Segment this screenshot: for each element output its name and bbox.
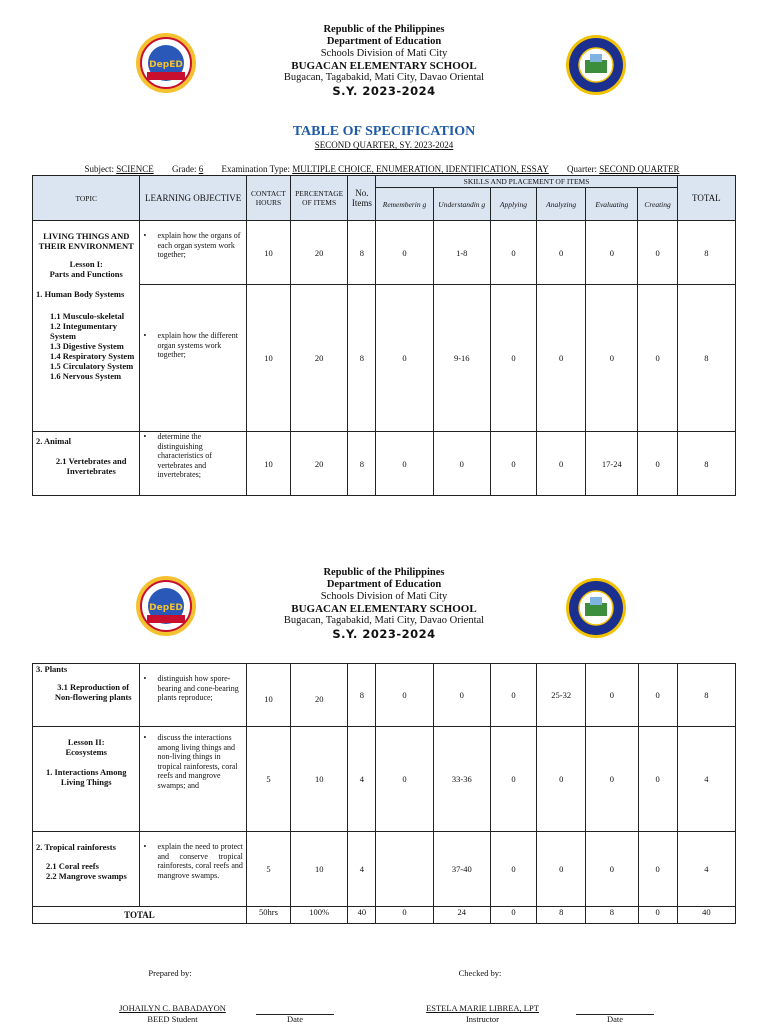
objective-text: distinguish how spore-bearing and cone-bearing plants reproduce; (157, 674, 239, 702)
objective-text: explain the need to protect and conserve tropical rainforests, coral reefs and mangrove swamps. (157, 842, 243, 880)
remembering-cell (376, 832, 433, 907)
total-cell: 8 (677, 285, 735, 432)
total-evaluating: 8 (586, 907, 638, 924)
col-objective: LEARNING OBJECTIVE (140, 176, 246, 221)
percent-cell: 10 (291, 727, 348, 832)
subtopic: 1.1 Musculo-skeletal (50, 311, 125, 321)
grade-value: 6 (198, 164, 204, 174)
percent-cell: 20 (291, 285, 348, 432)
letterhead (0, 567, 768, 640)
preparer-role: BEED Student (147, 1014, 198, 1024)
table-row (33, 727, 736, 832)
applying-cell: 0 (490, 664, 536, 727)
creating-cell: 0 (638, 221, 677, 285)
analyzing-cell: 0 (537, 832, 586, 907)
evaluating-cell: 0 (586, 221, 638, 285)
checker-name: ESTELA MARIE LIBREA, LPT (426, 1003, 539, 1013)
total-understanding: 24 (433, 907, 490, 924)
remembering-cell: 0 (376, 221, 433, 285)
hours-cell: 5 (246, 727, 290, 832)
header-school: BUGACAN ELEMENTARY SCHOOL (291, 603, 477, 615)
objective-cell (140, 832, 246, 907)
specification-table-page-2 (32, 663, 736, 924)
evaluating-cell: 0 (586, 727, 638, 832)
page-title: TABLE OF SPECIFICATION (292, 124, 476, 139)
grand-total: 40 (677, 907, 735, 924)
understanding-cell: 1-8 (433, 221, 490, 285)
hours-cell: 10 (246, 664, 290, 727)
lesson-label: Lesson I: (69, 259, 103, 269)
quarter-label: Quarter: (567, 164, 598, 174)
header-republic: Republic of the Philippines (323, 567, 445, 578)
prepared-by-label: Prepared by: (148, 968, 192, 978)
header-division: Schools Division of Mati City (320, 591, 448, 602)
col-topic: TOPIC (33, 176, 140, 221)
table-row (33, 664, 736, 727)
understanding-cell: 0 (433, 432, 490, 496)
total-cell: 4 (677, 727, 735, 832)
exam-meta (0, 164, 768, 174)
header-division: Schools Division of Mati City (320, 48, 448, 59)
understanding-cell: 9-16 (433, 285, 490, 432)
col-items: No. Items (348, 176, 376, 221)
table-row (33, 432, 736, 496)
analyzing-cell: 0 (537, 285, 586, 432)
objective-text: explain how the organs of each organ system work together; (157, 231, 241, 259)
header-school: BUGACAN ELEMENTARY SCHOOL (291, 60, 477, 72)
topic-cell-living-things (33, 221, 140, 432)
col-creating: Creating (638, 188, 677, 221)
total-percent: 100% (291, 907, 348, 924)
remembering-cell: 0 (376, 432, 433, 496)
objective-cell (140, 727, 246, 832)
page-subtitle: SECOND QUARTER, SY. 2023-2024 (314, 140, 454, 150)
grade-label: Grade: (172, 164, 197, 174)
bullet: • (143, 231, 147, 240)
svg-text:DepED: DepED (149, 60, 183, 70)
lesson-name: Parts and Functions (49, 269, 123, 279)
subject-value: SCIENCE (116, 164, 154, 174)
header-school-year: S.Y. 2023-2024 (332, 627, 436, 641)
quarter-value: SECOND QUARTER (599, 164, 680, 174)
hours-cell: 10 (246, 221, 290, 285)
evaluating-cell: 0 (586, 664, 638, 727)
table-row (33, 221, 736, 285)
date-label: Date (606, 1014, 624, 1024)
hours-cell: 5 (246, 832, 290, 907)
percent-cell: 20 (291, 221, 348, 285)
percent-cell: 20 (291, 664, 348, 727)
objective-cell (140, 285, 246, 432)
col-hours: CONTACT HOURS (246, 176, 290, 221)
hours-cell: 10 (246, 432, 290, 496)
understanding-cell: 37-40 (433, 832, 490, 907)
analyzing-cell: 0 (537, 432, 586, 496)
totals-label: TOTAL (33, 907, 247, 924)
subject-label: Subject: (84, 164, 114, 174)
objective-cell (140, 221, 246, 285)
creating-cell: 0 (638, 832, 677, 907)
header-address: Bugacan, Tagabakid, Mati City, Davao Oriental (283, 72, 485, 83)
exam-type-label: Examination Type: (221, 164, 290, 174)
table-row (33, 832, 736, 907)
col-percent: PERCENTAGE OF ITEMS (291, 176, 348, 221)
subtopic: 2.1 Vertebrates and Invertebrates (55, 456, 127, 476)
creating-cell: 0 (638, 727, 677, 832)
topic-cell-ecosystems (33, 727, 140, 832)
topic-human-body: 1. Human Body Systems (36, 289, 125, 299)
items-cell: 8 (348, 285, 376, 432)
items-cell: 8 (348, 432, 376, 496)
subtopic: 1.6 Nervous System (50, 371, 122, 381)
total-cell: 8 (677, 432, 735, 496)
items-cell: 4 (348, 832, 376, 907)
header-school-year: S.Y. 2023-2024 (332, 84, 436, 98)
remembering-cell: 0 (376, 285, 433, 432)
subtopic: 3.1 Reproduction of Non-flowering plants (54, 682, 132, 702)
percent-cell: 10 (291, 832, 348, 907)
topic-interactions: 1. Interactions Among Living Things (45, 767, 127, 787)
header-department: Department of Education (326, 579, 442, 590)
objective-text: discuss the interactions among living things and non-living things in tropical rainforests, coral reefs and mangrove swamps; and (157, 733, 238, 790)
analyzing-cell: 0 (537, 221, 586, 285)
topic-cell-plants (33, 664, 140, 727)
total-items: 40 (348, 907, 376, 924)
applying-cell: 0 (490, 221, 536, 285)
total-creating: 0 (638, 907, 677, 924)
topic-plants: 3. Plants (36, 664, 68, 674)
remembering-cell: 0 (376, 727, 433, 832)
creating-cell: 0 (638, 664, 677, 727)
preparer-name: JOHAILYN C. BABADAYON (119, 1003, 226, 1013)
exam-type-value: MULTIPLE CHOICE, ENUMERATION, IDENTIFICATION, ESSAY (292, 164, 549, 174)
evaluating-cell: 17-24 (586, 432, 638, 496)
percent-cell: 20 (291, 432, 348, 496)
total-cell: 8 (677, 664, 735, 727)
topic-cell-tropical (33, 832, 140, 907)
topic-tropical: 2. Tropical rainforests (36, 842, 116, 852)
col-analyzing: Analyzing (537, 188, 586, 221)
col-skills: SKILLS AND PLACEMENT OF ITEMS (376, 176, 677, 188)
checker-role: Instructor (465, 1014, 500, 1024)
col-understanding: Understandin g (433, 188, 490, 221)
header-address: Bugacan, Tagabakid, Mati City, Davao Oriental (283, 615, 485, 626)
items-cell: 8 (348, 664, 376, 727)
header-department: Department of Education (326, 36, 442, 47)
objective-cell (140, 432, 246, 496)
date-label: Date (286, 1014, 304, 1024)
applying-cell: 0 (490, 727, 536, 832)
checked-by-label: Checked by: (458, 968, 502, 978)
bullet: • (143, 432, 147, 441)
topic-heading: LIVING THINGS AND THEIR ENVIRONMENT (38, 231, 134, 251)
bullet: • (143, 674, 147, 683)
applying-cell: 0 (490, 285, 536, 432)
analyzing-cell: 25-32 (537, 664, 586, 727)
topic-cell-animal (33, 432, 140, 496)
analyzing-cell: 0 (537, 727, 586, 832)
items-cell: 4 (348, 727, 376, 832)
col-applying: Applying (490, 188, 536, 221)
bullet: • (143, 733, 147, 742)
total-cell: 4 (677, 832, 735, 907)
understanding-cell: 33-36 (433, 727, 490, 832)
subtopic: 2.2 Mangrove swamps (46, 871, 127, 881)
bullet: • (143, 842, 147, 851)
objective-cell (140, 664, 246, 727)
understanding-cell: 0 (433, 664, 490, 727)
col-total: TOTAL (677, 176, 735, 221)
items-cell: 8 (348, 221, 376, 285)
total-remembering: 0 (376, 907, 433, 924)
letterhead (0, 24, 768, 97)
lesson-label: Lesson II: (67, 737, 105, 747)
total-analyzing: 8 (537, 907, 586, 924)
specification-table-page-1 (32, 175, 736, 496)
subtopic: 1.3 Digestive System (50, 341, 124, 351)
creating-cell: 0 (638, 432, 677, 496)
subtopic: 1.4 Respiratory System (50, 351, 135, 361)
lesson-name: Ecosystems (65, 747, 107, 757)
total-hours: 50hrs (246, 907, 290, 924)
total-cell: 8 (677, 221, 735, 285)
totals-row (33, 907, 736, 924)
applying-cell: 0 (490, 832, 536, 907)
applying-cell: 0 (490, 432, 536, 496)
subtopic: 2.1 Coral reefs (46, 861, 99, 871)
creating-cell: 0 (638, 285, 677, 432)
total-applying: 0 (490, 907, 536, 924)
subtopic: 1.5 Circulatory System (50, 361, 134, 371)
col-remembering: Rememberin g (376, 188, 433, 221)
remembering-cell: 0 (376, 664, 433, 727)
header-republic: Republic of the Philippines (323, 24, 445, 35)
evaluating-cell: 0 (586, 832, 638, 907)
svg-text:DepED: DepED (149, 603, 183, 613)
hours-cell: 10 (246, 285, 290, 432)
subtopic: 1.2 Integumentary System (50, 321, 118, 341)
topic-animal: 2. Animal (36, 436, 71, 446)
bullet: • (143, 331, 147, 340)
evaluating-cell: 0 (586, 285, 638, 432)
objective-text: explain how the different organ systems work together; (157, 331, 238, 359)
objective-text: determine the distinguishing characteristics of vertebrates and invertebrates; (157, 432, 212, 479)
col-evaluating: Evaluating (586, 188, 638, 221)
